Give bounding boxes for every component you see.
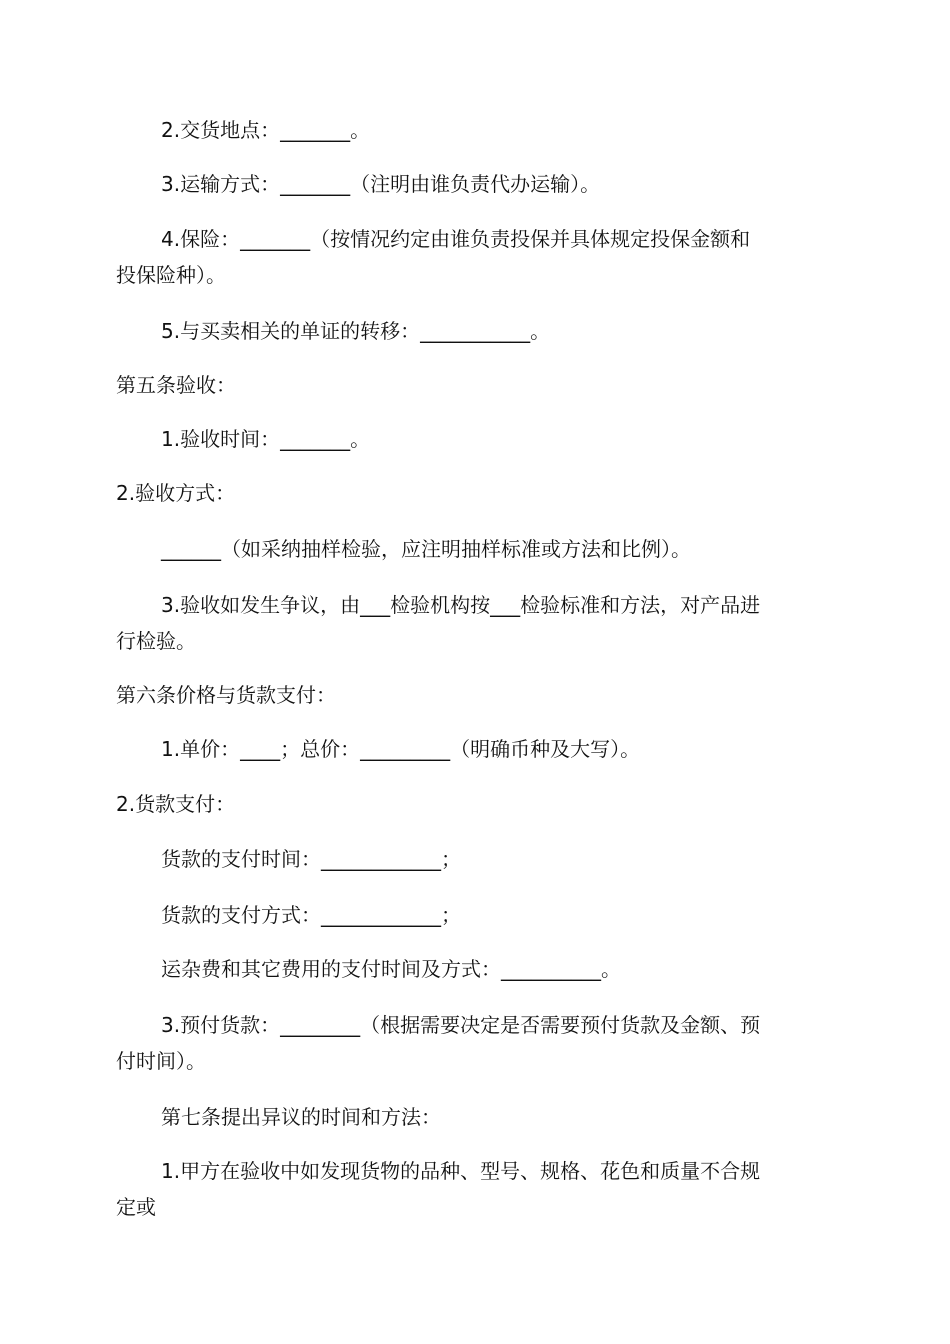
- clause-insurance: 4.保险：_______（按情况约定由谁负责投保并具体规定投保金额和: [161, 227, 751, 251]
- clause-inspection-method-detail: ______（如采纳抽样检验，应注明抽样标准或方法和比例）。: [161, 537, 691, 561]
- clause-inspection-dispute-continued: 行检验。: [116, 629, 196, 653]
- clause-advance-payment-continued: 付时间）。: [116, 1049, 206, 1073]
- clause-advance-payment: 3.预付货款：________（根据需要决定是否需要预付货款及金额、预: [161, 1013, 761, 1037]
- clause-insurance-continued: 投保险种）。: [116, 263, 226, 287]
- article-6-heading: 第六条价格与货款支付：: [116, 683, 336, 707]
- clause-payment: 2.货款支付：: [116, 792, 236, 816]
- clause-payment-method: 货款的支付方式：____________；: [161, 903, 461, 927]
- clause-objection: 1.甲方在验收中如发现货物的品种、型号、规格、花色和质量不合规: [161, 1159, 761, 1183]
- clause-inspection-time: 1.验收时间：_______。: [161, 427, 371, 451]
- clause-objection-continued: 定或: [116, 1195, 156, 1219]
- clause-inspection-method: 2.验收方式：: [116, 481, 236, 505]
- clause-inspection-dispute: 3.验收如发生争议，由___检验机构按___检验标准和方法，对产品进: [161, 593, 761, 617]
- clause-freight-payment: 运杂费和其它费用的支付时间及方式：__________。: [161, 957, 621, 981]
- clause-document-transfer: 5.与买卖相关的单证的转移：___________。: [161, 319, 551, 343]
- clause-payment-time: 货款的支付时间：____________；: [161, 847, 461, 871]
- article-5-heading: 第五条验收：: [116, 373, 236, 397]
- clause-transport-method: 3.运输方式：_______（注明由谁负责代办运输）。: [161, 172, 601, 196]
- clause-delivery-place: 2.交货地点：_______。: [161, 118, 371, 142]
- clause-unit-price: 1.单价：____；总价：_________（明确币种及大写）。: [161, 737, 641, 761]
- article-7-heading: 第七条提出异议的时间和方法：: [161, 1105, 441, 1129]
